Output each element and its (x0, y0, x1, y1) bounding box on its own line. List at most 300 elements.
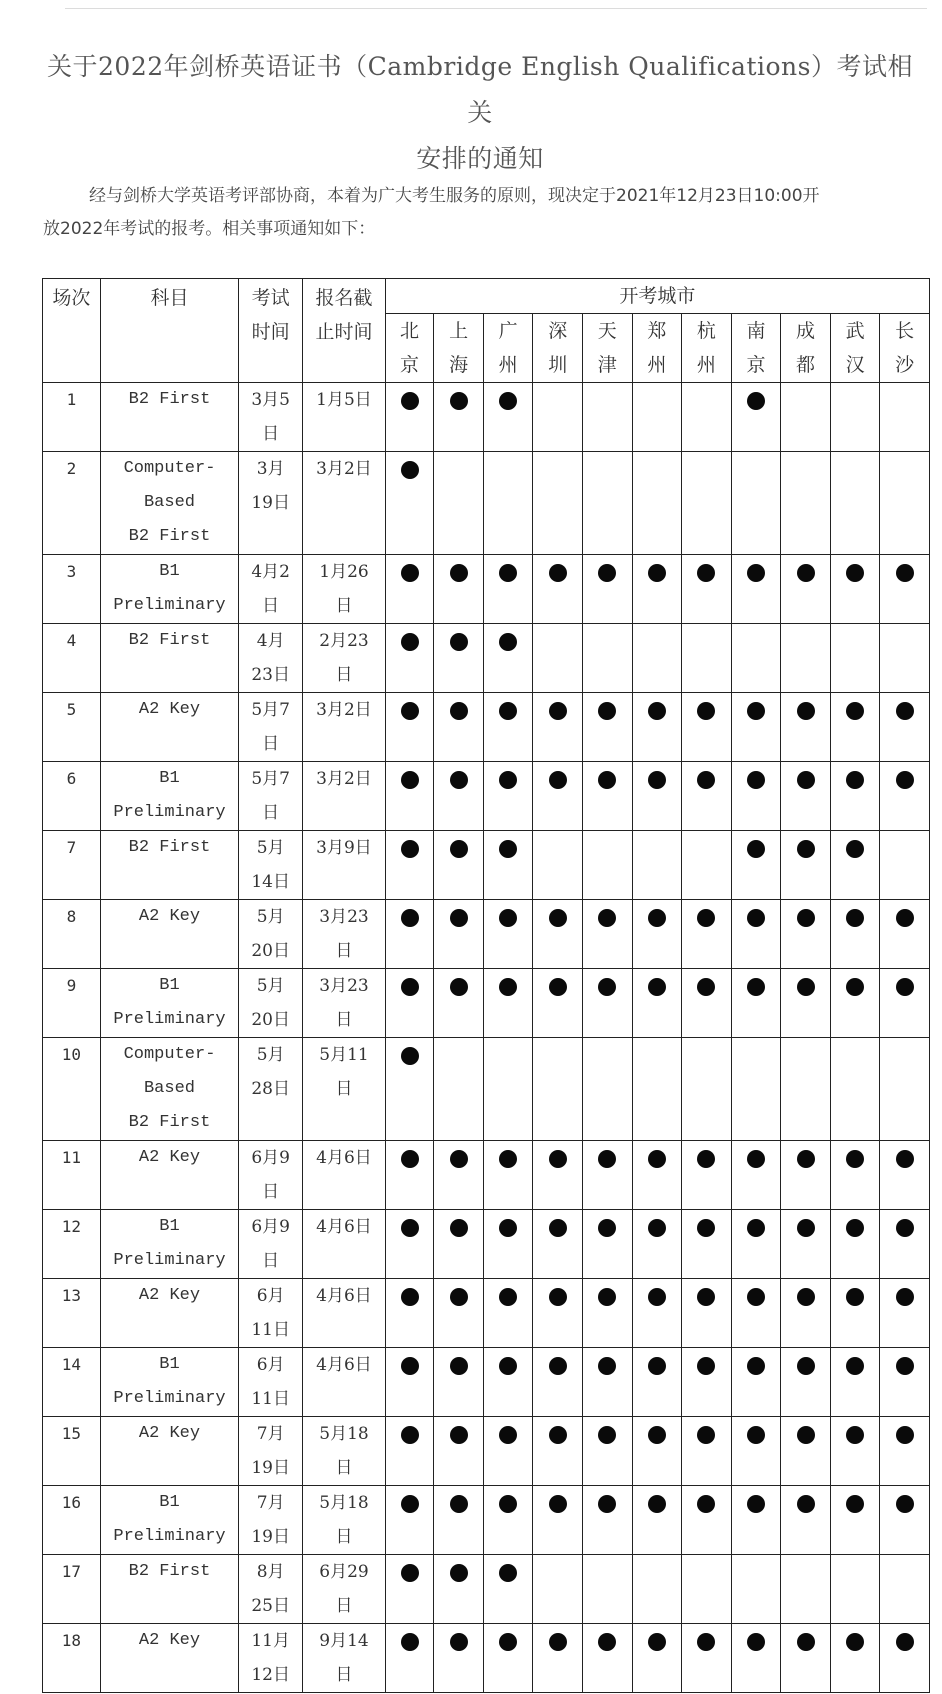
deadline-cell-line: 4月6日 (316, 1148, 372, 1168)
deadline-cell (303, 452, 386, 555)
city-cell (385, 555, 434, 624)
city-cell (483, 1555, 533, 1624)
offered-dot-icon (598, 1357, 616, 1375)
city-cell (880, 1348, 930, 1417)
offered-dot-icon (697, 1219, 715, 1237)
notice-title-line-2: 安排的通知 (416, 144, 544, 173)
exam-date-cell-line: 5月 (256, 907, 285, 927)
exam-date-cell-line: 日 (262, 424, 280, 444)
exam-date-cell-line: 6月 (256, 1286, 285, 1306)
session-number: 16 (43, 1486, 101, 1555)
city-cell (781, 831, 831, 900)
offered-dot-icon (648, 1633, 666, 1651)
city-cell (880, 1279, 930, 1348)
deadline-cell (303, 624, 386, 693)
offered-dot-icon (747, 771, 765, 789)
city-cell (582, 1417, 632, 1486)
session-number: 10 (43, 1038, 101, 1141)
exam-date-cell (239, 969, 303, 1038)
offered-dot-icon (450, 564, 468, 582)
city-cell (682, 1486, 732, 1555)
city-cell (632, 1210, 682, 1279)
session-number: 18 (43, 1624, 101, 1693)
subject-cell (100, 1417, 238, 1486)
offered-dot-icon (499, 1495, 517, 1513)
deadline-cell-line: 日 (335, 1458, 353, 1478)
offered-dot-icon (499, 840, 517, 858)
table-row (43, 555, 930, 624)
deadline-cell-line: 3月2日 (316, 700, 372, 720)
deadline-cell-line: 日 (335, 1527, 353, 1547)
offered-dot-icon (797, 840, 815, 858)
subject-cell-line: Based (143, 1079, 195, 1098)
city-cell (582, 969, 632, 1038)
offered-dot-icon (846, 1495, 864, 1513)
city-cell (880, 900, 930, 969)
city-cell (830, 1486, 880, 1555)
offered-dot-icon (896, 1495, 914, 1513)
notice-title (40, 44, 920, 182)
subject-cell-line: B1 (159, 769, 180, 788)
city-cell (731, 969, 781, 1038)
offered-dot-icon (797, 1357, 815, 1375)
city-cell (582, 900, 632, 969)
offered-dot-icon (401, 633, 419, 651)
offered-dot-icon (450, 840, 468, 858)
offered-dot-icon (499, 978, 517, 996)
city-cell (830, 1417, 880, 1486)
city-cell (632, 1486, 682, 1555)
deadline-cell (303, 1555, 386, 1624)
city-cell (830, 831, 880, 900)
subject-cell (100, 1555, 238, 1624)
city-cell (632, 1555, 682, 1624)
city-cell (483, 383, 533, 452)
header-cities-group: 开考城市 (385, 279, 929, 314)
table-row (43, 1141, 930, 1210)
city-cell (533, 1141, 583, 1210)
city-cell (434, 900, 484, 969)
exam-date-cell-line: 3月 (256, 459, 285, 479)
offered-dot-icon (846, 909, 864, 927)
city-cell (483, 762, 533, 831)
deadline-cell (303, 693, 386, 762)
offered-dot-icon (846, 1219, 864, 1237)
exam-date-cell-line: 28日 (251, 1079, 290, 1099)
deadline-cell-line: 日 (335, 1079, 353, 1099)
city-cell (434, 1141, 484, 1210)
city-cell (385, 1624, 434, 1693)
city-cell (682, 624, 732, 693)
exam-date-cell (239, 900, 303, 969)
deadline-cell-line: 4月6日 (316, 1286, 372, 1306)
offered-dot-icon (499, 1426, 517, 1444)
city-cell (632, 555, 682, 624)
deadline-cell-line: 3月23 (319, 976, 369, 996)
city-cell (781, 383, 831, 452)
offered-dot-icon (697, 1288, 715, 1306)
city-cell (781, 1417, 831, 1486)
city-cell (880, 1555, 930, 1624)
offered-dot-icon (499, 1357, 517, 1375)
city-cell (731, 1555, 781, 1624)
offered-dot-icon (846, 1357, 864, 1375)
subject-cell-line: B2 First (128, 1113, 211, 1132)
subject-cell-line: A2 Key (138, 700, 201, 719)
city-cell (682, 1279, 732, 1348)
exam-date-cell-line: 5月 (256, 838, 285, 858)
deadline-cell (303, 1038, 386, 1141)
city-cell (731, 762, 781, 831)
exam-date-cell-line: 11月 (251, 1631, 290, 1651)
city-cell (830, 624, 880, 693)
offered-dot-icon (648, 702, 666, 720)
table-row (43, 969, 930, 1038)
city-cell (533, 1486, 583, 1555)
notice-title-line-1: 关于2022年剑桥英语证书（Cambridge English Qualifications）考试相关 (47, 52, 913, 127)
city-cell (731, 624, 781, 693)
deadline-cell-line: 日 (335, 596, 353, 616)
city-cell (483, 1417, 533, 1486)
offered-dot-icon (697, 909, 715, 927)
table-row (43, 831, 930, 900)
subject-cell-line: Preliminary (113, 1010, 226, 1029)
offered-dot-icon (697, 1633, 715, 1651)
offered-dot-icon (598, 1288, 616, 1306)
city-cell (434, 762, 484, 831)
offered-dot-icon (697, 564, 715, 582)
deadline-cell (303, 1486, 386, 1555)
session-number: 5 (43, 693, 101, 762)
exam-date-cell-line: 14日 (251, 872, 290, 892)
header-city-char: 长 (895, 320, 915, 342)
notice-intro (43, 180, 928, 246)
city-cell (483, 693, 533, 762)
table-row (43, 1486, 930, 1555)
subject-cell-line: B2 First (128, 838, 211, 857)
offered-dot-icon (450, 392, 468, 410)
city-cell (731, 1279, 781, 1348)
deadline-cell-line: 3月2日 (316, 769, 372, 789)
deadline-cell-line: 日 (335, 941, 353, 961)
offered-dot-icon (797, 564, 815, 582)
offered-dot-icon (401, 392, 419, 410)
header-city-char: 都 (796, 354, 816, 376)
offered-dot-icon (549, 702, 567, 720)
offered-dot-icon (648, 771, 666, 789)
city-cell (682, 969, 732, 1038)
city-cell (880, 831, 930, 900)
city-cell (781, 624, 831, 693)
city-cell (830, 1348, 880, 1417)
offered-dot-icon (598, 978, 616, 996)
table-row (43, 1279, 930, 1348)
city-cell (781, 900, 831, 969)
city-cell (781, 1210, 831, 1279)
deadline-cell (303, 969, 386, 1038)
city-cell (582, 383, 632, 452)
city-cell (533, 1624, 583, 1693)
offered-dot-icon (549, 1219, 567, 1237)
city-cell (582, 1486, 632, 1555)
subject-cell-line: Preliminary (113, 596, 226, 615)
offered-dot-icon (499, 702, 517, 720)
city-cell (385, 1555, 434, 1624)
table-row (43, 900, 930, 969)
city-cell (483, 1210, 533, 1279)
exam-date-cell-line: 6月 (256, 1355, 285, 1375)
offered-dot-icon (499, 564, 517, 582)
city-cell (682, 1210, 732, 1279)
city-cell (830, 555, 880, 624)
notice-intro-line-1: 经与剑桥大学英语考评部协商，本着为广大考生服务的原则，现决定于2021年12月23日10:00开 (89, 186, 820, 206)
offered-dot-icon (846, 1633, 864, 1651)
offered-dot-icon (450, 1495, 468, 1513)
offered-dot-icon (499, 1150, 517, 1168)
session-number: 7 (43, 831, 101, 900)
header-city-2 (483, 314, 533, 383)
city-cell (385, 900, 434, 969)
table-row (43, 383, 930, 452)
table-row (43, 693, 930, 762)
session-number: 9 (43, 969, 101, 1038)
offered-dot-icon (401, 978, 419, 996)
header-city-char: 州 (696, 354, 716, 376)
offered-dot-icon (747, 1633, 765, 1651)
city-cell (483, 969, 533, 1038)
city-cell (582, 1210, 632, 1279)
header-exam-date (239, 279, 303, 383)
subject-cell-line: Preliminary (113, 1389, 226, 1408)
city-cell (682, 452, 732, 555)
header-city-char: 武 (845, 320, 865, 342)
offered-dot-icon (747, 1357, 765, 1375)
offered-dot-icon (598, 909, 616, 927)
header-session: 场次 (43, 279, 101, 383)
city-cell (682, 1348, 732, 1417)
city-cell (434, 1038, 484, 1141)
city-cell (781, 1038, 831, 1141)
table-row (43, 452, 930, 555)
offered-dot-icon (797, 1633, 815, 1651)
city-cell (880, 693, 930, 762)
city-cell (434, 1486, 484, 1555)
city-cell (582, 831, 632, 900)
city-cell (483, 1279, 533, 1348)
offered-dot-icon (747, 1150, 765, 1168)
offered-dot-icon (648, 1426, 666, 1444)
city-cell (880, 1210, 930, 1279)
subject-cell-line: A2 Key (138, 1424, 201, 1443)
city-cell (682, 1555, 732, 1624)
offered-dot-icon (697, 702, 715, 720)
offered-dot-icon (846, 840, 864, 858)
city-cell (582, 555, 632, 624)
subject-cell (100, 1141, 238, 1210)
offered-dot-icon (549, 1288, 567, 1306)
subject-cell (100, 969, 238, 1038)
subject-cell (100, 1038, 238, 1141)
city-cell (830, 1624, 880, 1693)
deadline-cell (303, 1141, 386, 1210)
offered-dot-icon (499, 1219, 517, 1237)
exam-date-cell-line: 日 (262, 803, 280, 823)
city-cell (434, 1555, 484, 1624)
offered-dot-icon (648, 1495, 666, 1513)
exam-date-cell-line: 11日 (251, 1320, 290, 1340)
offered-dot-icon (450, 978, 468, 996)
offered-dot-icon (401, 1357, 419, 1375)
offered-dot-icon (846, 1426, 864, 1444)
session-number: 4 (43, 624, 101, 693)
subject-cell-line: B2 First (128, 527, 211, 546)
city-cell (483, 900, 533, 969)
exam-date-cell (239, 1348, 303, 1417)
subject-cell (100, 624, 238, 693)
offered-dot-icon (797, 702, 815, 720)
deadline-cell-line: 日 (335, 1596, 353, 1616)
city-cell (731, 1141, 781, 1210)
exam-date-cell-line: 5月7 (251, 769, 290, 789)
city-cell (533, 831, 583, 900)
offered-dot-icon (846, 771, 864, 789)
subject-cell (100, 831, 238, 900)
city-cell (533, 1348, 583, 1417)
city-cell (483, 452, 533, 555)
city-cell (781, 1486, 831, 1555)
exam-date-cell-line: 19日 (251, 493, 290, 513)
city-cell (385, 1141, 434, 1210)
session-number: 15 (43, 1417, 101, 1486)
city-cell (483, 1624, 533, 1693)
exam-date-cell (239, 762, 303, 831)
header-city-char: 沙 (895, 354, 915, 376)
offered-dot-icon (747, 840, 765, 858)
offered-dot-icon (896, 978, 914, 996)
deadline-cell (303, 1348, 386, 1417)
city-cell (880, 1624, 930, 1693)
deadline-cell-line: 6月29 (319, 1562, 369, 1582)
offered-dot-icon (797, 1219, 815, 1237)
header-city-char: 南 (746, 320, 766, 342)
offered-dot-icon (450, 1357, 468, 1375)
city-cell (582, 452, 632, 555)
offered-dot-icon (697, 1150, 715, 1168)
session-number: 2 (43, 452, 101, 555)
city-cell (385, 1210, 434, 1279)
city-cell (582, 1038, 632, 1141)
offered-dot-icon (896, 1633, 914, 1651)
offered-dot-icon (549, 1633, 567, 1651)
exam-date-cell-line: 日 (262, 734, 280, 754)
city-cell (830, 1038, 880, 1141)
header-city-char: 海 (449, 354, 469, 376)
city-cell (582, 1555, 632, 1624)
city-cell (483, 555, 533, 624)
subject-cell (100, 555, 238, 624)
table-row (43, 1348, 930, 1417)
offered-dot-icon (401, 909, 419, 927)
offered-dot-icon (450, 1426, 468, 1444)
offered-dot-icon (648, 978, 666, 996)
offered-dot-icon (401, 1288, 419, 1306)
offered-dot-icon (549, 1150, 567, 1168)
offered-dot-icon (549, 771, 567, 789)
deadline-cell-line: 1月5日 (316, 390, 372, 410)
session-number: 11 (43, 1141, 101, 1210)
exam-date-cell-line: 5月7 (251, 700, 290, 720)
offered-dot-icon (846, 1288, 864, 1306)
offered-dot-icon (747, 392, 765, 410)
offered-dot-icon (450, 771, 468, 789)
deadline-cell (303, 1210, 386, 1279)
deadline-cell (303, 762, 386, 831)
subject-cell (100, 452, 238, 555)
offered-dot-icon (401, 1564, 419, 1582)
city-cell (385, 1279, 434, 1348)
exam-date-cell-line: 日 (262, 596, 280, 616)
offered-dot-icon (648, 1219, 666, 1237)
offered-dot-icon (797, 1288, 815, 1306)
city-cell (632, 1279, 682, 1348)
city-cell (731, 1210, 781, 1279)
offered-dot-icon (450, 1564, 468, 1582)
city-cell (682, 900, 732, 969)
city-cell (632, 452, 682, 555)
offered-dot-icon (598, 702, 616, 720)
offered-dot-icon (747, 1288, 765, 1306)
city-cell (880, 555, 930, 624)
city-cell (533, 1417, 583, 1486)
offered-dot-icon (450, 633, 468, 651)
city-cell (830, 900, 880, 969)
city-cell (483, 1038, 533, 1141)
header-exam-date-line-2: 时间 (251, 321, 290, 343)
session-number: 6 (43, 762, 101, 831)
offered-dot-icon (549, 1426, 567, 1444)
city-cell (880, 624, 930, 693)
offered-dot-icon (499, 1633, 517, 1651)
offered-dot-icon (450, 1150, 468, 1168)
city-cell (781, 1279, 831, 1348)
session-number: 14 (43, 1348, 101, 1417)
city-cell (682, 762, 732, 831)
header-city-char: 汉 (845, 354, 865, 376)
city-cell (533, 1555, 583, 1624)
city-cell (385, 1348, 434, 1417)
city-cell (483, 831, 533, 900)
session-number: 13 (43, 1279, 101, 1348)
city-cell (533, 624, 583, 693)
header-city-6 (682, 314, 732, 383)
exam-date-cell (239, 1624, 303, 1693)
table-header (43, 279, 930, 383)
city-cell (731, 1038, 781, 1141)
deadline-cell (303, 900, 386, 969)
city-cell (781, 693, 831, 762)
city-cell (830, 1141, 880, 1210)
header-city-char: 京 (746, 354, 766, 376)
table-row (43, 624, 930, 693)
subject-cell-line: Preliminary (113, 1251, 226, 1270)
city-cell (385, 1417, 434, 1486)
city-cell (434, 831, 484, 900)
city-cell (434, 693, 484, 762)
exam-date-cell-line: 6月9 (251, 1148, 290, 1168)
header-city-char: 杭 (696, 320, 716, 342)
offered-dot-icon (549, 909, 567, 927)
offered-dot-icon (401, 840, 419, 858)
